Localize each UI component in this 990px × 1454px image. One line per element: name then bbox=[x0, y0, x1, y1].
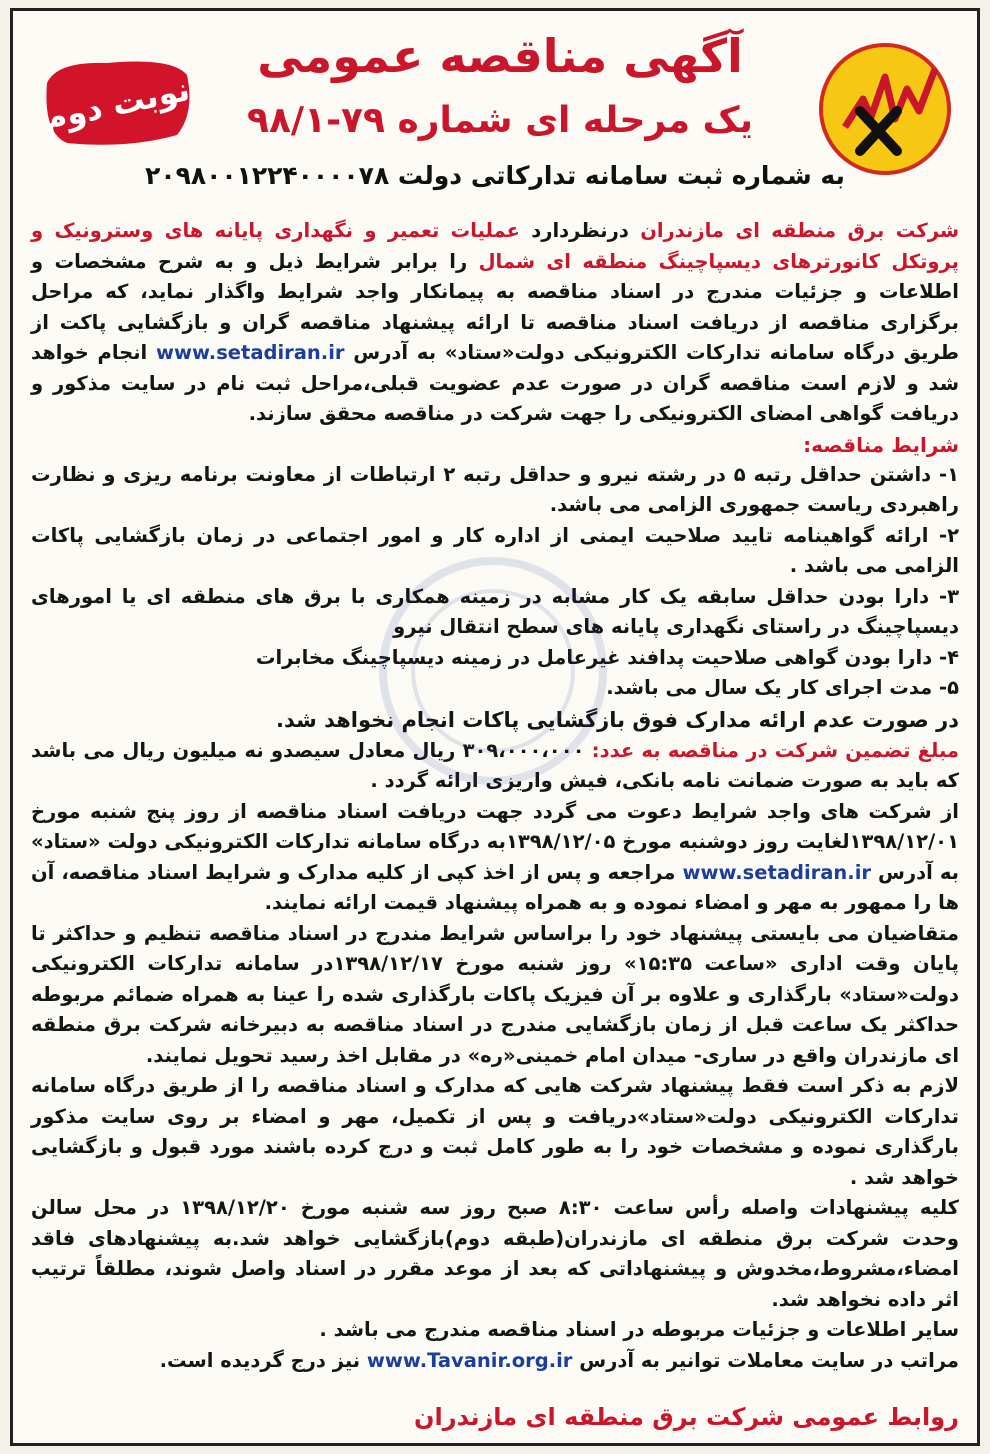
intro-text-3: انجام خواهد شد و لازم است مناقصه گران در صورت عدم عضویت قبلی،مراحل ثبت نام در سایت مذکور و دریافت گواهی امضای الکترونیکی را جهت شرکت در مناقصه محقق سازند. bbox=[31, 341, 959, 425]
conditions-title: شرایط مناقصه: bbox=[803, 432, 959, 457]
notice-title: آگهی مناقصه عمومی bbox=[257, 29, 743, 83]
company-name: شرکت برق منطقه ای مازندران bbox=[640, 219, 959, 242]
second-round-badge bbox=[37, 53, 197, 153]
intro-text-2: را برابر شرایط ذیل و به شرح مشخصات و اطلاعات و جزئیات مندرج در اسناد مناقصه به پیمانکار واجد شرایط واگذار نماید، که مراحل برگزاری مناقصه از دریافت اسناد مناقصه تا ارائه پیشنهاد مناقصه گران و بازگشایی پاکت از طریق درگاه سامانه تدارکات الکترونیکی دولت«ستاد» به آدرس bbox=[31, 249, 959, 364]
documents-text-2: مراجعه و پس از اخذ کپی از کلیه مدارک و شرایط اسناد مناقصه، آن ها را ممهور به مهر و امضاء نموده و به همراه پیشنهاد قیمت ارائه نمایند. bbox=[31, 860, 959, 914]
guarantee-amount: ۳۰۹،۰۰۰،۰۰۰ bbox=[462, 738, 585, 762]
tender-subject: عملیات تعمیر و نگهداری پایانه های وسترونیک و پروتکل کانورترهای دیسپاچینگ منطقه ای شمال bbox=[31, 219, 959, 273]
guarantee-label: مبلغ تضمین شرکت در مناقصه به عدد: bbox=[584, 738, 959, 762]
intro-paragraph bbox=[31, 216, 959, 430]
details-paragraph: سایر اطلاعات و جزئیات مربوطه در اسناد مناقصه مندرج می باشد . bbox=[319, 1318, 959, 1341]
condition-item: ۳- دارا بودن حداقل سابقه یک کار مشابه در زمینه همکاری با برق های منطقه ای یا امورهای دیسپاچینگ در راستای نگهداری پایانه های سطح انتقال نیرو bbox=[31, 584, 959, 638]
tavanir-paragraph bbox=[31, 1346, 959, 1377]
registration-number: به شماره ثبت سامانه تدارکاتی دولت ۲۰۹۸۰۰۱۲۲۴۰۰۰۰۷۸ bbox=[145, 161, 845, 190]
tavanir-link[interactable]: www.Tavanir.org.ir bbox=[366, 1348, 573, 1372]
condition-item: ۲- ارائه گواهینامه تایید صلاحیت ایمنی از اداره کار و امور اجتماعی در زمان بازگشایی پاکات الزامی می باشد . bbox=[31, 523, 959, 577]
tavanir-text-1: مراتب در سایت معاملات توانیر به آدرس bbox=[572, 1348, 959, 1372]
public-relations-signature: روابط عمومی شرکت برق منطقه ای مازندران bbox=[414, 1403, 959, 1431]
documents-text-1: از شرکت های واجد شرایط دعوت می گردد جهت دریافت اسناد مناقصه از روز پنج شنبه مورخ ۱۳۹۸/۱۲/۰۱لغایت روز دوشنبه مورخ ۱۳۹۸/۱۲/۰۵به درگاه سامانه تدارکات الکترونیکی دولت «ستاد» به آدرس bbox=[31, 799, 959, 884]
header bbox=[31, 11, 959, 216]
acceptance-paragraph: لازم به ذکر است فقط پیشنهاد شرکت هایی که مدارک و اسناد مناقصه را از طریق درگاه سامانه تدارکات الکترونیکی دولت«ستاد»دریافت و پس از تکمیل، مهر و امضاء بر روی سایت مذکور بارگذاری نموده و مشخصات خود را به طور کامل ثبت و درج کرده باشند مورد قبول و بازگشایی خواهد شد . bbox=[31, 1074, 959, 1189]
setad-link-2[interactable]: www.setadiran.ir bbox=[682, 860, 871, 884]
condition-item: ۴- دارا بودن گواهی صلاحیت پدافند غیرعامل در زمینه دیسپاچینگ مخابرات bbox=[255, 645, 959, 669]
second-round-badge-label: نوبت دوم bbox=[39, 70, 193, 139]
submission-paragraph: متقاضیان می بایستی پیشنهاد خود را براساس شرایط مندرج در اسناد مناقصه تنظیم و حداکثر تا پایان وقت اداری «ساعت ۱۵:۳۵» روز شنبه مورخ ۱۳۹۸/۱۲/۱۷در سامانه تدارکات الکترونیکی دولت«ستاد» بارگذاری و علاوه بر آن فیزیک پاکات بارگذاری شده را عینا به همراه ضمائم مربوطه حداکثر یک ساعت قبل از زمان بازگشایی مندرج در اسناد مناقصه به دبیرخانه شرکت برق منطقه ای مازندران واقع در ساری- میدان امام خمینی«ره» در مقابل اخذ رسید تحویل نمایند. bbox=[31, 921, 959, 1067]
condition-item: ۱- داشتن حداقل رتبه ۵ در رشته نیرو و حداقل رتبه ۲ ارتباطات از معاونت برنامه ریزی و نظارت راهبردی ریاست جمهوری الزامی می باشد. bbox=[31, 462, 959, 516]
setad-link-1[interactable]: www.setadiran.ir bbox=[155, 341, 345, 364]
tender-notice bbox=[10, 8, 980, 1446]
tavanir-text-2: نیز درج گردیده است. bbox=[159, 1348, 367, 1372]
notice-subtitle: یک مرحله ای شماره ۷۹-۹۸/۱ bbox=[246, 100, 754, 141]
intro-text-1: درنظردارد bbox=[519, 219, 641, 242]
tavanir-logo-icon bbox=[815, 39, 955, 179]
documents-paragraph bbox=[31, 797, 959, 919]
condition-item: ۵- مدت اجرای کار یک سال می باشد. bbox=[606, 676, 959, 699]
guarantee-text: ریال معادل سیصدو نه میلیون ریال می باشد که باید به صورت ضمانت نامه بانکی، فیش واریزی ارائه گردد . bbox=[31, 738, 959, 792]
opening-paragraph: کلیه پیشنهادات واصله رأس ساعت ۸:۳۰ صبح روز سه شنبه مورخ ۱۳۹۸/۱۲/۲۰ در محل سالن وحدت شرکت برق منطقه ای مازندران(طبقه دوم)بازگشایی خواهد شد.به پیشنهادهای فاقد امضاء،مشروط،مخدوش و پیشنهاداتی که بعد از موعد مقرر در اسناد واصل شوند، مطلقاً ترتیب اثر داده نخواهد شد. bbox=[31, 1196, 960, 1311]
guarantee-paragraph bbox=[31, 736, 959, 797]
conditions-warning: در صورت عدم ارائه مدارک فوق بازگشایی پاکات انجام نخواهد شد. bbox=[276, 707, 959, 732]
